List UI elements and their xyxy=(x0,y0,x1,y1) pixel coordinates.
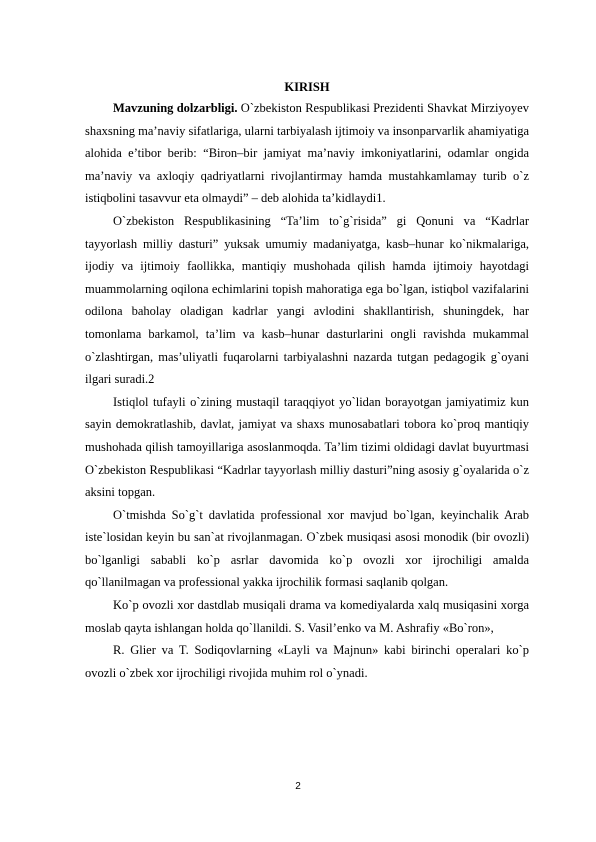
paragraph-lead: Mavzuning dolzarbligi. xyxy=(113,101,238,115)
paragraph-polyphonic-choir: Ko`p ovozli xor dastdlab musiqali drama va komediyalarda xalq musiqasini xorga moslab qayta ishlangan holda qo`llanildi. S. Vasil’enko va M. Ashrafiy «Bo`ron», xyxy=(85,598,529,635)
page-title: KIRISH xyxy=(284,80,330,94)
paragraph-independence: Istiqlol tufayli o`zining mustaqil taraqqiyot yo`lidan borayotgan jamiyatimiz kun sayin demokratlashib, davlat, jamiyat va shaxs munosabatlari tobora ko`proq mantiqiy mushohada qilish tamoyillariga asoslanmoqda. Ta’lim tizimi oldidagi davlat buyurtmasi O`zbekiston Respublikasi “Kadrlar tayyorlash milliy dasturi”ning asosiy g`oyalarida o`z aksini topgan. xyxy=(85,394,529,500)
paragraph-history: O`tmishda So`g`t davlatida professional xor mavjud bo`lgan, keyinchalik Arab iste`losidan keyin bu san`at rivojlanmagan. O`zbek musiqasi asosi monodik (bir ovozli) bo`lganligi sababli ko`p asrlar davomida ko`p ovozli xor ijrochiligi amalda qo`llanilmagan va professional yakka ijrochilik formasi saqlanib qolgan. xyxy=(85,507,529,590)
paragraph-education-law: O`zbekiston Respublikasining “Ta’lim to`g`risida” gi Qonuni va “Kadrlar tayyorlash milliy dasturi” yuksak umumiy madaniyatga, kasb–hunar ko`nikmalariga, ijodiy va ijtimoiy faollikka, mantiqiy mushohada qilish hamda ijtimoiy hayotdagi muammolarning oqilona echimlarini topish mahoratiga ega bo`lgan, istiqbol vazifalarini odilona baholay oladigan kadrlar yangi avlodini shakllantirish, shuningdek, har tomonlama barkamol, ta’lim va kasb–hunar dasturlarini ongli ravishda mukammal o`zlashtirgan, mas’uliyatli fuqarolarni tarbiyalashni nazarda tutgan pedagogik g`oyani ilgari suradi.2 xyxy=(85,213,529,387)
paragraph-operas: R. Glier va T. Sodiqovlarning «Layli va Majnun» kabi birinchi operalari ko`p ovozli o`zbek xor ijrochiligi rivojida muhim rol o`ynadi. xyxy=(85,643,529,680)
page-content xyxy=(85,77,529,684)
paragraph-text: O`zbekiston Respublikasi Prezidenti Shavkat Mirziyoyev shaxsning ma’naviy sifatlariga, ularni tarbiyalash ijtimoiy va insonparvarlik ahamiyatiga alohida e’tibor berib: “Biron–bir jamiyat ma’naviy imkoniyatlarini, odamlar ongida ma’naviy va axloqiy qadriyatlarni rivojlantirmay hamda mustahkamlamay turib o`z istiqbolini tasavvur eta olmaydi” – deb alohida ta’kidlaydi1. xyxy=(85,101,529,206)
page-number: 2 xyxy=(295,781,301,792)
paragraph-relevance xyxy=(85,97,529,210)
